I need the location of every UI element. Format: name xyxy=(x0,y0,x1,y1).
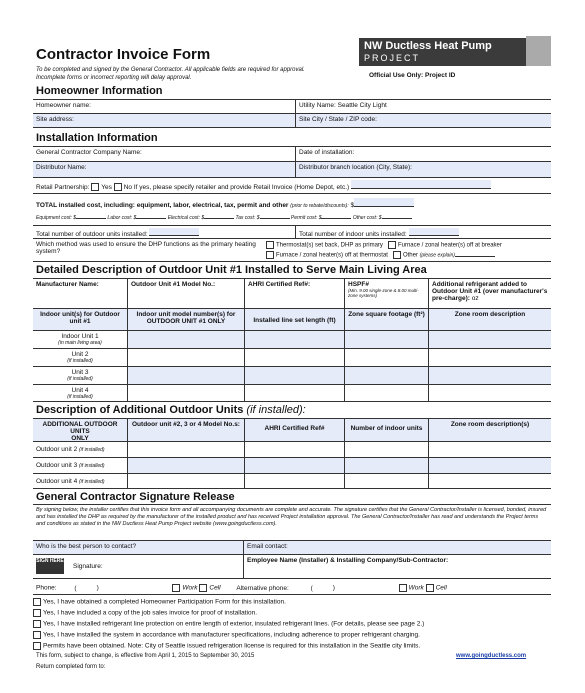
retail-no-label: No xyxy=(123,184,133,191)
branch-field[interactable] xyxy=(295,162,551,177)
indoor-unit-3-sqft-input[interactable] xyxy=(344,367,428,384)
indoor-unit-1-model-input[interactable] xyxy=(127,331,244,348)
outdoor-unit-2-indoor-input[interactable] xyxy=(344,442,428,457)
check-homeowner-form-label: Yes, I have obtained a completed Homeowner Participation Form for this installation. xyxy=(43,598,286,606)
installation-row-2 xyxy=(33,161,551,177)
indoor-unit-1-label xyxy=(33,331,127,348)
release-text-row xyxy=(33,504,551,540)
utility-label: Utility Name: Seattle City Light xyxy=(299,102,387,109)
hspf-field[interactable] xyxy=(344,279,428,308)
contact-person-field[interactable] xyxy=(33,541,243,554)
gc-company-label: General Contractor Company Name: xyxy=(36,149,142,156)
col-additional-indoor-label: Number of indoor units xyxy=(350,425,423,432)
col-room-description-label: Zone room description xyxy=(454,311,526,318)
option-furnace-thermostat-checkbox[interactable] xyxy=(266,251,274,259)
outdoor-unit-3-ahri-input[interactable] xyxy=(244,458,344,473)
indoor-unit-4-room-input[interactable] xyxy=(428,385,551,401)
refrigerant-label: Additional refrigerant added to Outdoor Unit #1 (over manufacturer's pre-charge): xyxy=(432,281,548,302)
release-text xyxy=(33,505,551,540)
retail-yes-label: Yes xyxy=(101,184,112,191)
homeowner-heading: Homeowner Information xyxy=(36,85,163,97)
outdoor-unit-2-label xyxy=(33,442,127,457)
gc-company-field[interactable] xyxy=(33,147,295,161)
col-room-description xyxy=(428,309,551,330)
table-row xyxy=(33,330,551,348)
labor-cost-input[interactable] xyxy=(136,218,166,219)
site-city-label: Site City / State / ZIP code: xyxy=(299,116,377,123)
phone-row xyxy=(33,578,551,595)
col-additional-units-label: ADDITIONAL OUTDOOR UNITS xyxy=(42,421,118,435)
homeowner-name-label: Homeowner name: xyxy=(36,102,91,109)
instruction-line-2: Incomplete forms or incorrect reporting will delay approval. xyxy=(36,75,192,81)
option-breaker-checkbox[interactable] xyxy=(388,241,396,249)
hspf-note: (Min. 9.00 single-zone & 8.00 multi-zone systems) xyxy=(348,288,419,298)
col-additional-room xyxy=(428,419,551,441)
check-item xyxy=(33,642,551,653)
contact-person-label: Who is the best person to contact? xyxy=(36,543,137,550)
distributor-field[interactable] xyxy=(33,162,295,177)
unit1-header-row xyxy=(33,308,551,330)
retailer-input[interactable] xyxy=(351,180,491,189)
alt-phone-area-open: ( xyxy=(310,584,313,592)
indoor-unit-1-room-input[interactable] xyxy=(428,331,551,348)
electrical-cost-input[interactable] xyxy=(204,218,234,219)
indoor-unit-3-model-input[interactable] xyxy=(127,367,244,384)
employee-name-field[interactable] xyxy=(243,555,551,578)
outdoor-unit-4-label xyxy=(33,474,127,488)
unit1-model-field[interactable] xyxy=(127,279,244,308)
labor-cost-label: Labor cost: $ xyxy=(107,215,137,221)
return-form-label: Return completed form to: xyxy=(36,664,106,670)
table-row xyxy=(33,473,551,489)
retail-text: If yes, please specify retailer and provide Retail Invoice (Home Depot, etc.) xyxy=(133,184,350,191)
row-label: Outdoor unit 2 xyxy=(36,446,78,453)
row-note: (if installed) xyxy=(67,358,93,364)
alt-phone-work-label: Work xyxy=(408,584,424,592)
outdoor-unit-2-model-input[interactable] xyxy=(127,442,244,457)
phone-cell-checkbox[interactable] xyxy=(199,584,207,592)
phone-area-open: ( xyxy=(74,584,77,592)
col-model-numbers-label: Indoor unit model number(s) for OUTDOOR UNIT #1 ONLY xyxy=(136,311,236,325)
retail-row xyxy=(33,177,551,193)
method-label: Which method was used to ensure the DHP functions as the primary heating system? xyxy=(36,241,256,255)
option-thermostat-checkbox[interactable] xyxy=(266,241,274,249)
check-manufacturer-specs-label: Yes, I have installed the system in accordance with manufacturer specifications, including adherence to proper refrigerant charging. xyxy=(43,631,420,639)
phone-label: Phone: xyxy=(36,584,57,592)
outdoor-unit-4-ahri-input[interactable] xyxy=(244,474,344,488)
indoor-unit-4-length-input[interactable] xyxy=(244,385,344,401)
option-other-checkbox[interactable] xyxy=(393,251,401,259)
outdoor-unit-3-model-input[interactable] xyxy=(127,458,244,473)
indoor-count-input[interactable] xyxy=(409,228,459,236)
outdoor-unit-3-label xyxy=(33,458,127,473)
homeowner-row-2 xyxy=(33,113,551,128)
check-sales-invoice-label: Yes, I have included a copy of the job sales invoice for proof of installation. xyxy=(43,609,258,617)
row-label: Unit 2 xyxy=(71,351,89,358)
refrigerant-field[interactable] xyxy=(428,279,551,308)
phone-area-close: ) xyxy=(96,584,99,592)
equipment-cost-input[interactable] xyxy=(76,218,106,219)
check-permits-checkbox[interactable] xyxy=(33,642,41,650)
col-line-length-unit: (ft) xyxy=(327,317,336,324)
refrigerant-unit: oz xyxy=(471,295,479,302)
electrical-cost-label: Electrical cost: $ xyxy=(167,215,205,221)
col-additional-only: ONLY xyxy=(71,435,89,442)
instructions xyxy=(36,66,305,82)
official-use-label: Official Use Only: Project ID xyxy=(369,72,456,79)
additional-units-heading xyxy=(36,404,306,416)
table-row xyxy=(33,366,551,384)
ahri-field[interactable] xyxy=(244,279,344,308)
unit-counts-row xyxy=(33,225,551,238)
alt-phone-area-close: ) xyxy=(332,584,335,592)
outdoor-unit-4-room-input[interactable] xyxy=(428,474,551,488)
row-note: (if installed) xyxy=(79,447,105,453)
col-additional-model xyxy=(127,419,244,441)
outdoor-unit-4-indoor-input[interactable] xyxy=(344,474,428,488)
indoor-unit-1-sqft-input[interactable] xyxy=(344,331,428,348)
alt-phone-cell-label: Cell xyxy=(435,584,447,592)
col-additional-units xyxy=(33,419,127,441)
alt-phone-work-checkbox[interactable] xyxy=(399,584,407,592)
additional-header-row xyxy=(33,418,551,441)
option-other-note: (please explain) xyxy=(419,252,455,259)
indoor-unit-2-length-input[interactable] xyxy=(244,349,344,366)
row-label: Outdoor unit 3 xyxy=(36,462,78,469)
col-additional-model-label: Outdoor unit #2, 3 or 4 Model No.s: xyxy=(132,421,240,428)
row-label: Outdoor unit 4 xyxy=(36,478,78,485)
col-indoor-units-label: Indoor unit(s) for Outdoor unit #1 xyxy=(40,311,120,325)
row-note: (if installed) xyxy=(67,394,93,400)
indoor-unit-4-label xyxy=(33,385,127,401)
employee-name-label: Employee Name (Installer) & Installing Company/Sub-Contractor: xyxy=(247,557,449,564)
phone-work-checkbox[interactable] xyxy=(172,584,180,592)
col-square-footage-unit: (ft²) xyxy=(413,311,425,318)
outdoor-unit-2-room-input[interactable] xyxy=(428,442,551,457)
check-item xyxy=(33,609,551,620)
col-additional-indoor xyxy=(344,419,428,441)
invoice-page xyxy=(28,36,551,693)
site-address-field[interactable] xyxy=(33,114,295,127)
additional-heading-text: Description of Additional Outdoor Units xyxy=(36,404,244,416)
check-permits-label: Permits have been obtained. Note: City of Seattle issued refrigeration license is required for this installation in the Seattle city limits. xyxy=(43,642,421,650)
permit-cost-label: Permit cost: $ xyxy=(290,215,322,221)
check-manufacturer-specs-checkbox[interactable] xyxy=(33,631,41,639)
footer-text: This form, subject to change, is effective from April 1, 2015 to September 30, 2015 xyxy=(36,653,255,659)
brand-square xyxy=(526,36,551,66)
option-breaker-label: Furnace / zonal heater(s) off at breaker xyxy=(397,242,502,249)
col-indoor-units xyxy=(33,309,127,330)
phone-fields xyxy=(33,579,551,594)
instruction-line-1: To be completed and signed by the General Contractor. All applicable fields are required for approval. xyxy=(36,67,305,73)
check-item xyxy=(33,631,551,642)
indoor-unit-1-length-input[interactable] xyxy=(244,331,344,348)
outdoor-unit-2-ahri-input[interactable] xyxy=(244,442,344,457)
method-options xyxy=(263,239,551,261)
other-cost-input[interactable] xyxy=(382,218,412,219)
check-sales-invoice-checkbox[interactable] xyxy=(33,609,41,617)
installation-row-1 xyxy=(33,146,551,161)
total-cost-input[interactable] xyxy=(354,198,414,207)
homeowner-name-field[interactable] xyxy=(33,100,295,113)
col-line-length-label: Installed line set length xyxy=(253,317,326,324)
outdoor-unit-3-room-input[interactable] xyxy=(428,458,551,473)
signature-field[interactable] xyxy=(33,555,243,578)
signature-row xyxy=(33,554,551,578)
alt-phone-label: Alternative phone: xyxy=(236,584,289,592)
homeowner-row-1 xyxy=(33,99,551,113)
brand-logo xyxy=(359,38,549,66)
release-text-body: By signing below, the installer certifies that this invoice form and all accompanying documents are complete and accurate. The signature certifies that the General Contractor/Installer is licensed, bonded, insured and has installed the DHP as required by the manufacturer of the installed product and has received Project installation approval. The General Contractor/Installer has read and understands the Project terms and conditions as stated in the NW Ductless Heat Pump Project website (www.goingductless.com). xyxy=(36,507,547,527)
tax-cost-input[interactable] xyxy=(260,218,290,219)
indoor-unit-4-sqft-input[interactable] xyxy=(344,385,428,401)
check-item xyxy=(33,598,551,609)
option-furnace-thermostat-label: Furnace / zonal heater(s) off at thermostat xyxy=(276,252,388,259)
check-line-protection-checkbox[interactable] xyxy=(33,620,41,628)
retail-field xyxy=(33,178,551,193)
option-other-input[interactable] xyxy=(455,256,495,257)
option-thermostat-label: Thermostat(s) set back, DHP as primary xyxy=(276,242,383,249)
table-row xyxy=(33,457,551,473)
total-cost-label: TOTAL installed cost, including: equipment, labor, electrical, tax, permit and other xyxy=(36,202,289,209)
indoor-unit-3-label xyxy=(33,367,127,384)
outdoor-unit-3-indoor-input[interactable] xyxy=(344,458,428,473)
indoor-count-field xyxy=(295,226,551,238)
indoor-unit-2-model-input[interactable] xyxy=(127,349,244,366)
alt-phone-cell-checkbox[interactable] xyxy=(426,584,434,592)
form-title: Contractor Invoice Form xyxy=(36,46,211,63)
indoor-unit-3-room-input[interactable] xyxy=(428,367,551,384)
manufacturer-field[interactable] xyxy=(33,279,127,308)
col-square-footage-label: Zone square footage xyxy=(348,311,413,318)
table-row xyxy=(33,384,551,402)
install-date-label: Date of installation: xyxy=(299,149,355,156)
unit1-heading: Detailed Description of Outdoor Unit #1 Installed to Serve Main Living Area xyxy=(36,264,427,276)
row-note: (if installed) xyxy=(79,479,105,485)
confirmation-checklist xyxy=(33,598,551,653)
rebate-note: (prior to rebate/discounts): xyxy=(290,203,349,209)
unit1-model-label: Outdoor Unit #1 Model No.: xyxy=(131,281,216,288)
signature-label: Signature: xyxy=(73,563,103,570)
indoor-unit-4-model-input[interactable] xyxy=(127,385,244,401)
outdoor-count-label: Total number of outdoor units installed: xyxy=(36,231,148,238)
ahri-label: AHRI Certified Ref#: xyxy=(248,281,311,288)
total-cost-field xyxy=(33,194,551,225)
tax-cost-label: Tax cost: $ xyxy=(235,215,260,221)
outdoor-count-input[interactable] xyxy=(149,228,199,236)
col-additional-room-label: Zone room description(s) xyxy=(450,421,530,428)
row-label: Unit 3 xyxy=(71,369,89,376)
indoor-unit-2-room-input[interactable] xyxy=(428,349,551,366)
contact-row xyxy=(33,540,551,554)
col-line-length xyxy=(244,309,344,330)
option-other-label: Other xyxy=(402,252,418,259)
table-row xyxy=(33,348,551,366)
distributor-label: Distributor Name: xyxy=(36,164,87,171)
website-link[interactable]: www.goingductless.com xyxy=(456,653,527,659)
indoor-unit-3-length-input[interactable] xyxy=(244,367,344,384)
indoor-count-label: Total number of indoor units installed: xyxy=(299,231,407,238)
permit-cost-input[interactable] xyxy=(321,218,351,219)
method-row xyxy=(33,238,551,262)
col-additional-ahri xyxy=(244,419,344,441)
manufacturer-label: Manufacturer Name: xyxy=(36,281,99,288)
installation-heading: Installation Information xyxy=(36,132,158,144)
utility-field xyxy=(295,100,551,113)
brand-name: NW Ductless Heat Pump xyxy=(364,40,492,52)
email-contact-label: Email contact: xyxy=(247,543,288,550)
col-additional-ahri-label: AHRI Certified Ref# xyxy=(264,425,325,432)
hspf-label: HSPF# xyxy=(348,281,369,288)
row-label: Unit 4 xyxy=(71,387,89,394)
sign-here-badge: SIGN HERE xyxy=(36,558,64,574)
outdoor-count-field xyxy=(33,226,295,238)
additional-heading-note: (if installed): xyxy=(246,404,306,416)
equipment-cost-label: Equipment cost: $ xyxy=(36,215,77,221)
email-contact-field[interactable] xyxy=(243,541,551,554)
total-dollar-sign: $ xyxy=(350,202,355,209)
indoor-unit-2-sqft-input[interactable] xyxy=(344,349,428,366)
row-note: (in main living area) xyxy=(58,340,102,346)
outdoor-unit-4-model-input[interactable] xyxy=(127,474,244,488)
indoor-unit-2-label xyxy=(33,349,127,366)
brand-subtitle: PROJECT xyxy=(364,53,421,63)
check-item xyxy=(33,620,551,631)
site-address-label: Site address: xyxy=(36,116,74,123)
retail-yes-checkbox[interactable] xyxy=(91,183,99,191)
signature-heading: General Contractor Signature Release xyxy=(36,491,235,503)
phone-cell-label: Cell xyxy=(209,584,221,592)
col-model-numbers xyxy=(127,309,244,330)
phone-work-label: Work xyxy=(182,584,198,592)
site-city-field[interactable] xyxy=(295,114,551,127)
check-line-protection-label: Yes, I have installed refrigerant line protection on entire length of exterior, insulated refrigerant lines. (For details, please see page 2.) xyxy=(43,620,425,628)
retail-label: Retail Partnership: xyxy=(36,184,90,191)
row-note: (if installed) xyxy=(67,376,93,382)
retail-no-checkbox[interactable] xyxy=(114,183,122,191)
col-square-footage xyxy=(344,309,428,330)
other-cost-label: Other cost: $ xyxy=(352,215,382,221)
total-cost-row xyxy=(33,193,551,225)
install-date-field[interactable] xyxy=(295,147,551,161)
branch-label: Distributor branch location (City, State): xyxy=(299,164,412,171)
row-label: Indoor Unit 1 xyxy=(61,333,99,340)
check-homeowner-form-checkbox[interactable] xyxy=(33,598,41,606)
method-question xyxy=(33,239,263,261)
table-row xyxy=(33,441,551,457)
unit1-info-row xyxy=(33,278,551,308)
row-note: (if installed) xyxy=(79,463,105,469)
